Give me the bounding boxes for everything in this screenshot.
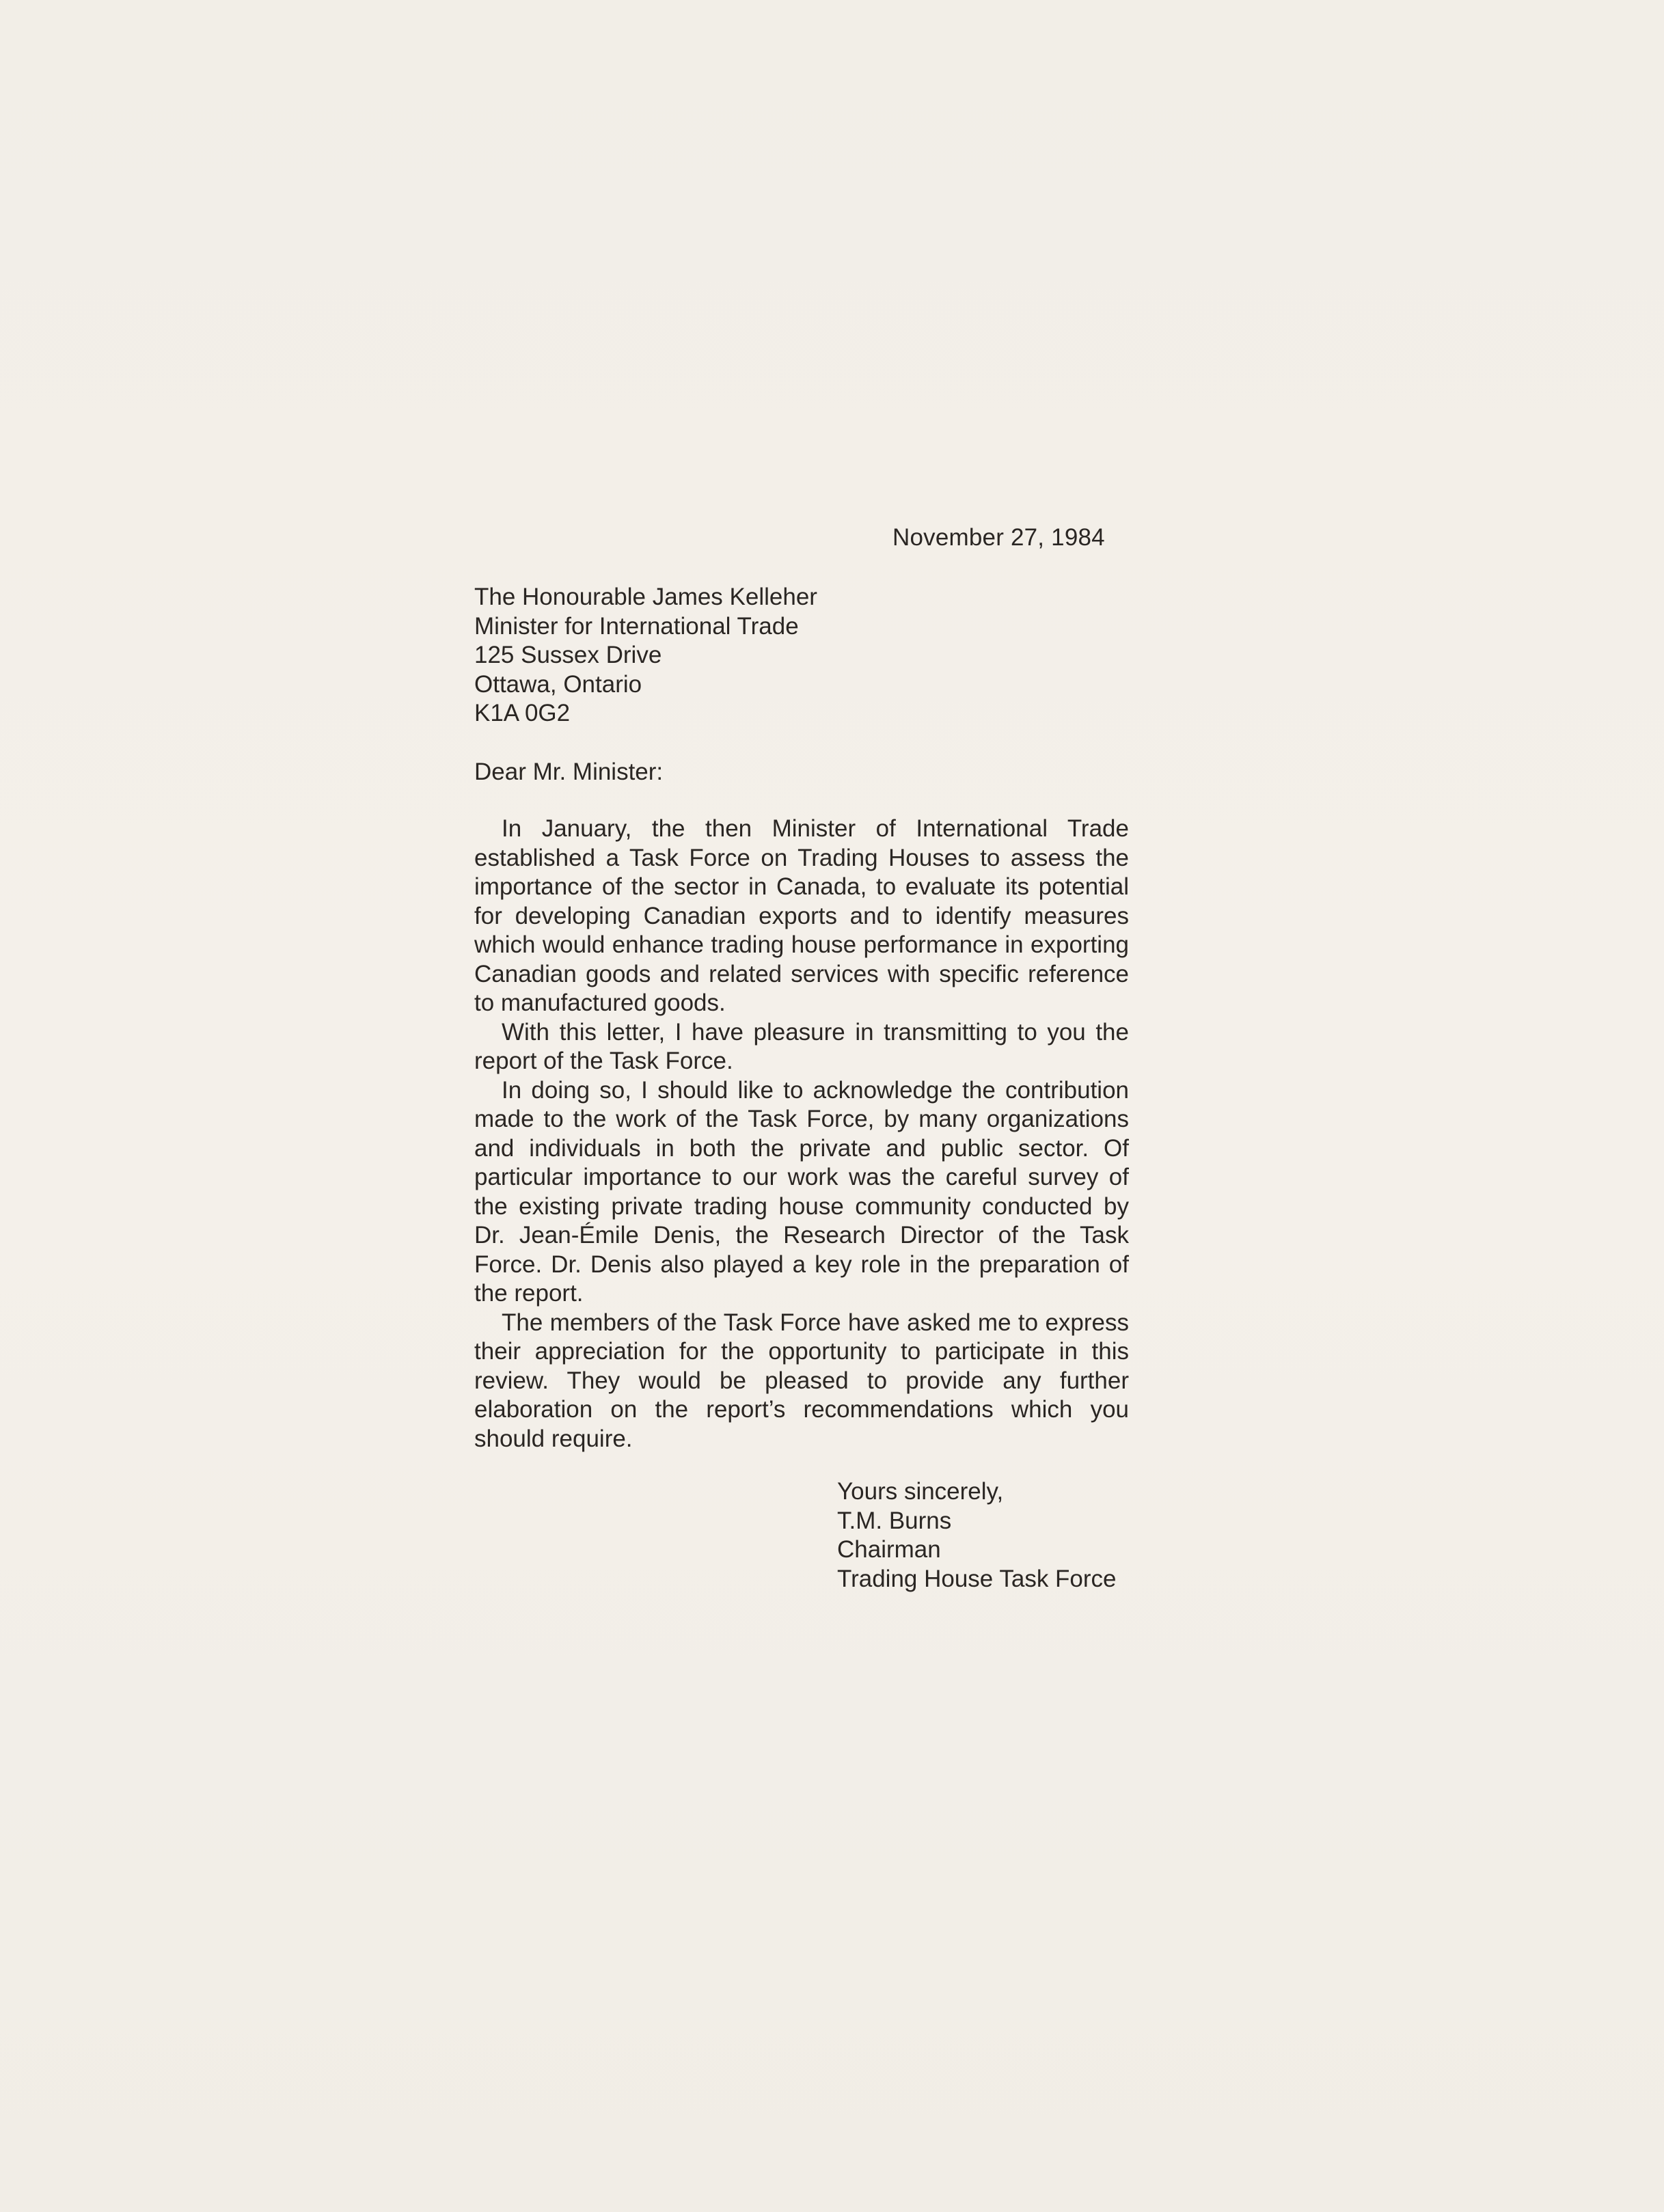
signer-organization: Trading House Task Force <box>837 1565 1117 1592</box>
address-line-title: Minister for International Trade <box>474 612 799 640</box>
letter-body <box>474 815 1129 1453</box>
closing-phrase: Yours sincerely, <box>837 1478 1004 1505</box>
salutation: Dear Mr. Minister: <box>474 759 664 785</box>
signer-title: Chairman <box>837 1536 941 1563</box>
signature-block <box>837 1477 1117 1594</box>
recipient-address <box>474 583 817 728</box>
body-paragraph: In doing so, I should like to acknowledge the contribution made to the work of the Task Force, by many organizations and individuals in both the private and public sector. Of particular importance to our work was the careful survey of the existing private trading house community conducted by Dr. Jean-Émile Denis, the Research Director of the Task Force. Dr. Denis also played a key role in the preparation of the report. <box>474 1076 1129 1307</box>
body-paragraph: The members of the Task Force have asked me to express their appreciation for the opportunity to participate in this review. They would be pleased to provide any further elaboration on the report’s recommendations which you should require. <box>474 1309 1129 1452</box>
signer-name: T.M. Burns <box>837 1507 952 1534</box>
body-paragraph: With this letter, I have pleasure in transmitting to you the report of the Task Force. <box>474 1018 1129 1074</box>
letter-date: November 27, 1984 <box>892 524 1105 551</box>
address-line-street: 125 Sussex Drive <box>474 642 662 668</box>
address-line-postal-code: K1A 0G2 <box>474 700 571 726</box>
body-paragraph: In January, the then Minister of International Trade established a Task Force on Trading Houses to assess the importance of the sector in Canada, to evaluate its potential for developing Canadian exports and to identify measures which would enhance trading house performance in exporting Canadian goods and related services with specific reference to manufactured goods. <box>474 815 1129 1016</box>
address-line-name: The Honourable James Kelleher <box>474 584 817 610</box>
address-line-city: Ottawa, Ontario <box>474 670 642 698</box>
